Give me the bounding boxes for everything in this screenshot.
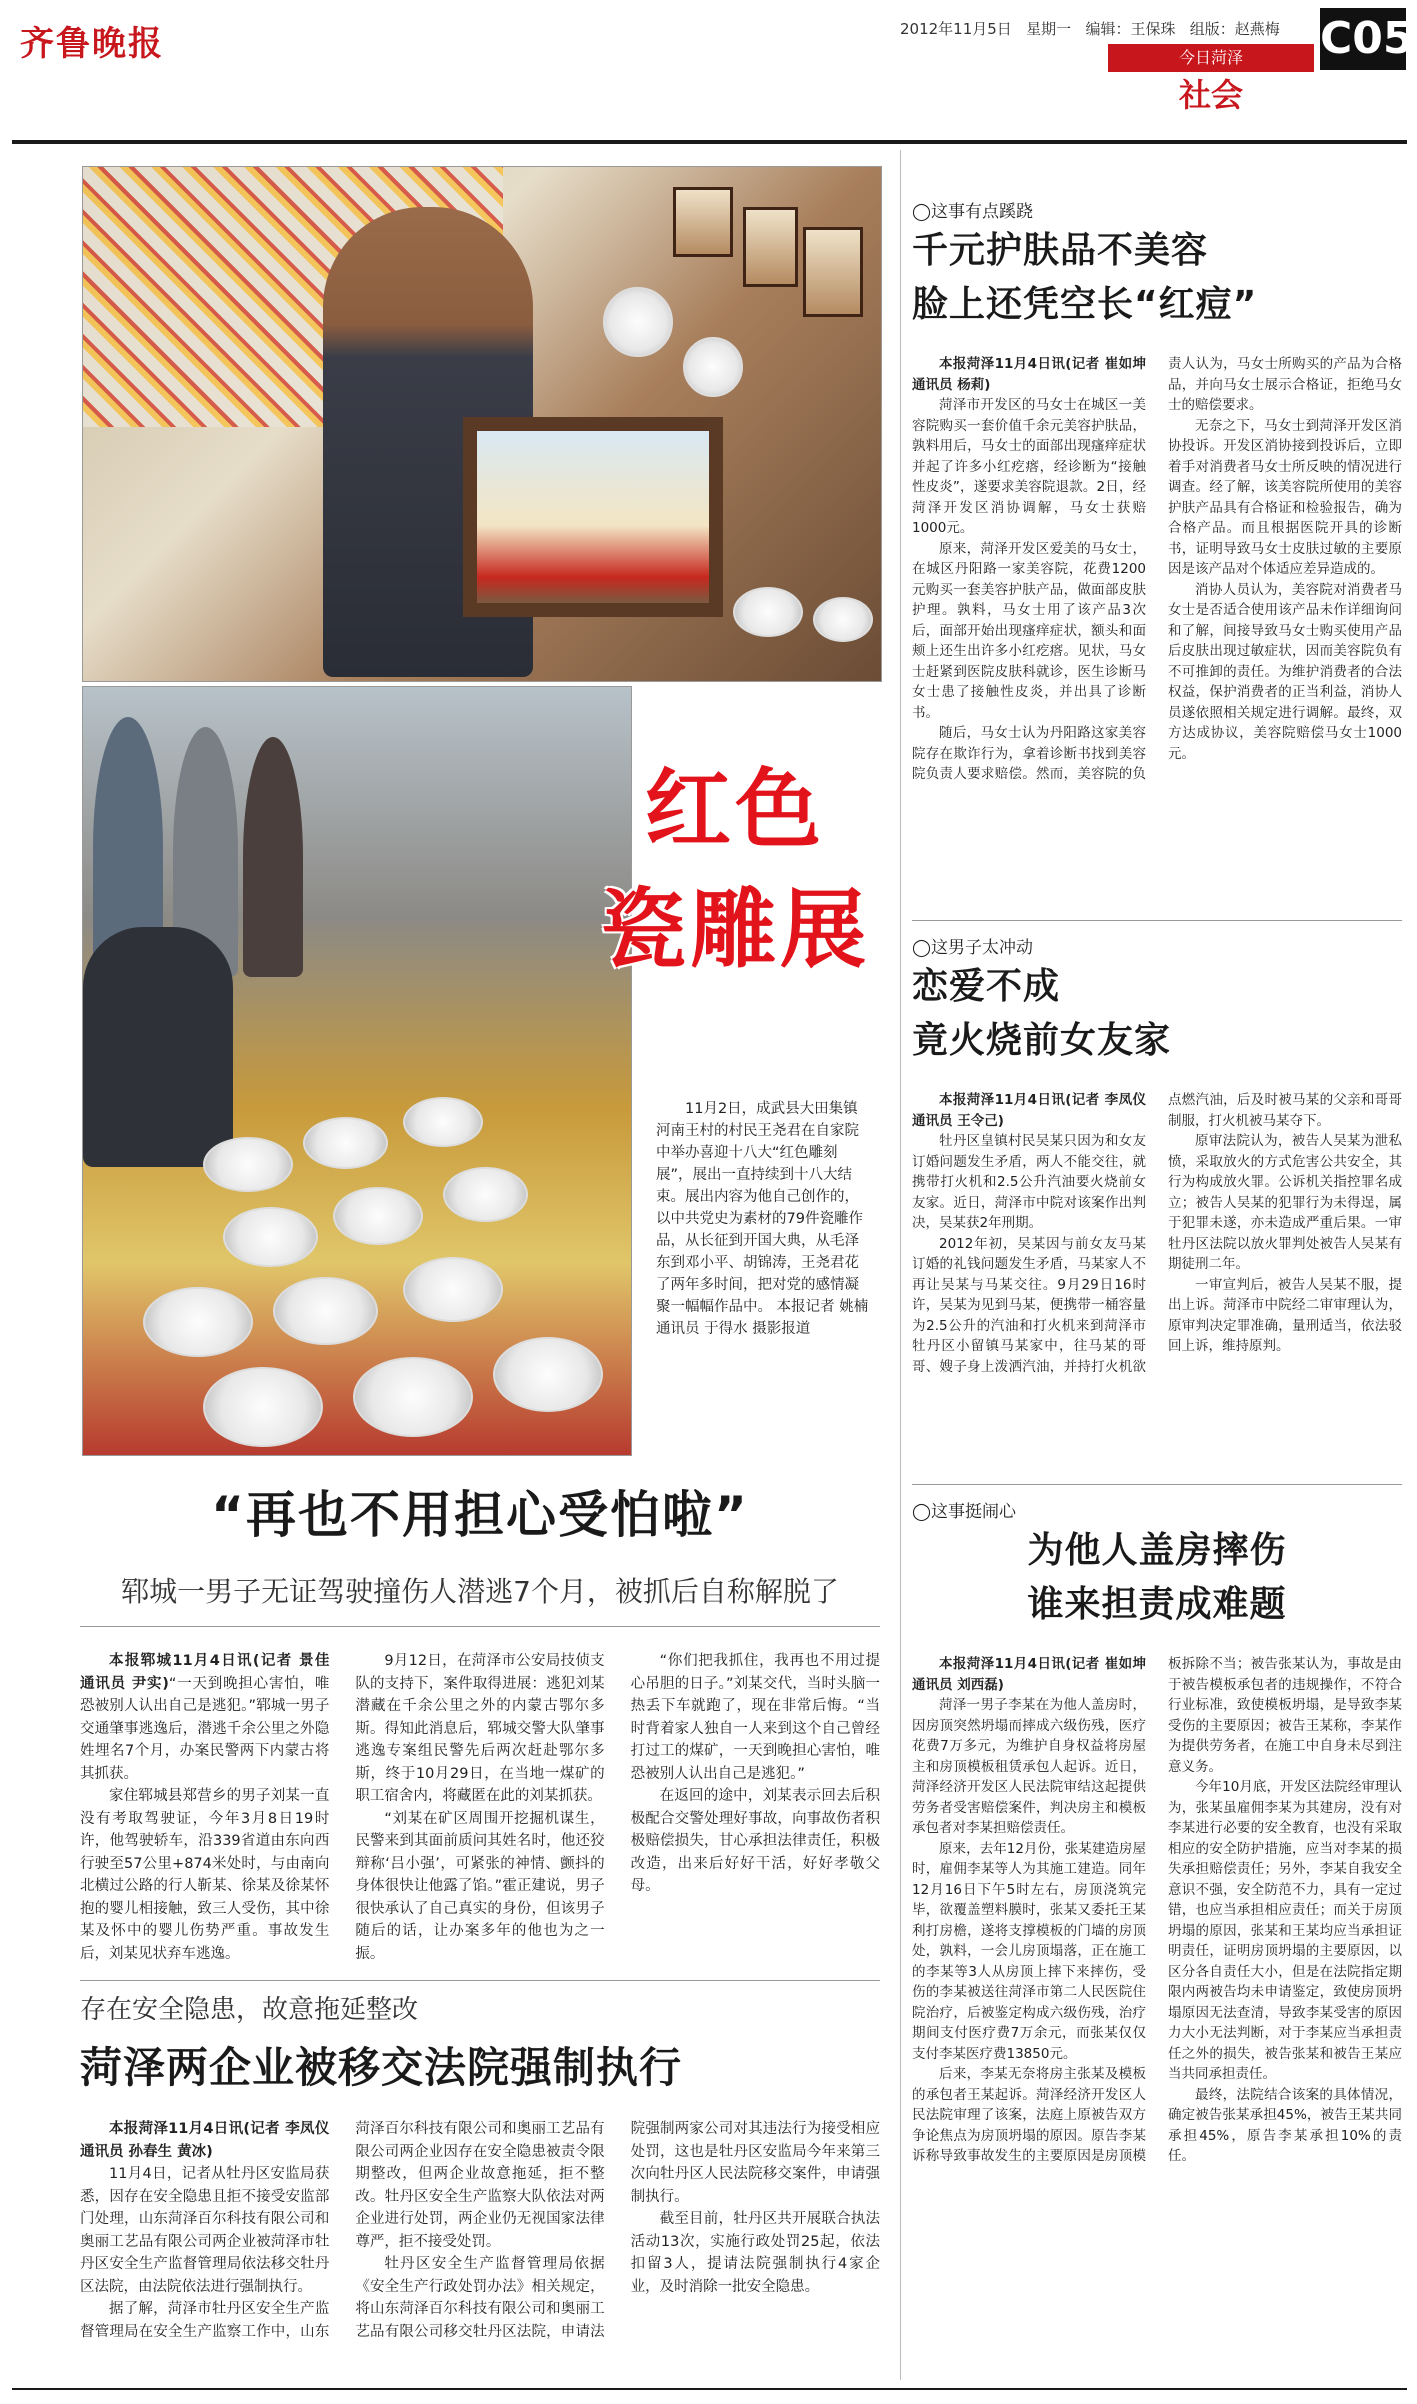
circle-bullet-icon: ◯ <box>912 938 932 958</box>
side-story-3 <box>912 1500 1402 2394</box>
section-tag-local: 今日菏泽 <box>1108 44 1314 72</box>
article2-body <box>80 2118 880 2380</box>
side2-dateline: 本报菏泽11月4日讯(记者 李凤仪 通讯员 王令己) <box>912 1092 1146 1129</box>
side-story-2 <box>912 936 1402 1470</box>
article1-dateline: 本报郓城11月4日讯(记者 景佳 通讯员 尹实) <box>80 1653 330 1692</box>
article1-paragraph: 在返回的途中，刘某表示回去后积极配合交警处理好事故，向事故伤者积极赔偿损失，甘心承担法律责任，积极改造，出来后好好干活，好好孝敬父母。 <box>630 1788 880 1894</box>
side1-paragraph: 菏泽市开发区的马女士在城区一美容院购买一套价值千余元美容护肤品，孰料用后，马女士的面部出现瘙痒症状并起了许多小红疙瘩，经诊断为“接触性皮炎”，遂要求美容院退款。2日，经菏泽开发区消协调解，马女士获赔1000元。 <box>912 397 1146 536</box>
photo-caption-text: 11月2日，成武县大田集镇河南王村的村民王尧君在自家院中举办喜迎十八大“红色雕刻展”，展出一直持续到十八大结束。展出内容为他自己创作的，以中共党史为素材的79件瓷雕作品，从长征到开国大典，从毛泽东到邓小平、胡锦涛，王尧君花了两年多时间，把对党的感情凝聚一幅幅作品中。 <box>656 1101 863 1315</box>
held-painting <box>463 417 723 617</box>
article1-paragraph: 9月12日，在菏泽市公安局技侦支队的支持下，案件取得进展：逃犯刘某潜藏在千余公里之外的内蒙古鄂尔多斯。得知此消息后，郓城交警大队肇事逃逸专案组民警先后两次赶赴鄂尔多斯，终于10月29日，在当地一煤矿的职工宿舍内，将藏匿在此的刘某抓获。 <box>355 1653 605 1804</box>
side3-body <box>912 1654 1402 2394</box>
photo-exhibition <box>82 686 632 1456</box>
photo-feature-title-line2: 瓷雕展 <box>600 879 870 980</box>
side2-paragraph: 原审法院认为，被告人吴某为泄私愤，采取放火的方式危害公共安全，其行为构成放火罪。公诉机关指控罪名成立；被告人吴某的犯罪行为未得逞，属于犯罪未遂，亦未造成严重后果。一审牡丹区法院以放火罪判处被告人吴某有期徒刑二年。 <box>1168 1133 1402 1272</box>
side2-headline-line1: 恋爱不成 <box>912 966 1061 1007</box>
framed-portrait <box>743 207 798 287</box>
porcelain-plate <box>443 1167 528 1222</box>
side1-paragraph: 无奈之下，马女士到菏泽开发区消协投诉。开发区消协接到投诉后，立即着手对消费者马女士所反映的情况进行调查。经了解，该美容院所使用的美容护肤产品具有合格证和检验报告，确为合格产品。而且根据医院开具的诊断书，证明导致马女士皮肤过敏的主要原因是该产品对个体适应差异造成的。 <box>1168 417 1402 577</box>
porcelain-plate <box>603 287 673 357</box>
framed-portrait <box>803 227 863 317</box>
divider <box>80 1626 880 1627</box>
issue-layout: 组版：赵燕梅 <box>1189 20 1280 38</box>
article2-kicker: 存在安全隐患，故意拖延整改 <box>80 1995 419 2025</box>
page-number: C05 <box>1320 8 1406 70</box>
article2-paragraph: 据了解，菏泽市牡丹区安全生产监督管理局在安全生产监察工作中，山东菏泽百尔科技有限公司和奥丽工艺品有限公司两企业因存在安全隐患被责令限期整改，但两企业故意拖延，拒不整改。牡丹区安全生产监察大队依法对两企业进行处罚，两企业仍无视国家法律尊严，拒不接受处罚。 <box>80 2121 605 2340</box>
article2-paragraph: 11月4日，记者从牡丹区安监局获悉，因存在安全隐患且拒不接受安监部门处理，山东菏泽百尔科技有限公司和奥丽工艺品有限公司两企业被菏泽市牡丹区安全生产监督管理局依法移交牡丹区法院，由法院依法进行强制执行。 <box>80 2166 330 2295</box>
side1-paragraph: 消协人员认为，美容院对消费者马女士是否适合使用该产品未作详细询问和了解，间接导致马女士购买使用产品后皮肤出现过敏症状，因而美容院负有不可推卸的责任。为维护消费者的合法权益，保护消费者的正当利益，消协人员遂依照相关规定进行调解。最终，双方达成协议，美容院赔偿马女士1000元。 <box>1168 581 1402 762</box>
column-separator <box>900 150 901 2380</box>
porcelain-plate <box>403 1097 483 1147</box>
framed-portrait <box>673 187 733 257</box>
side2-paragraph: 一审宣判后，被告人吴某不服，提出上诉。菏泽市中院经二审审理认为，原审判决定罪准确，量刑适当，依法驳回上诉，维持原判。 <box>1168 1276 1402 1354</box>
side1-body <box>912 354 1402 874</box>
article1-paragraph: “一天到晚担心害怕，唯恐被别人认出自己是逃犯。”郓城一男子交通肇事逃逸后，潜逃千余公里之外隐姓埋名7个月，办案民警两下内蒙古将其抓获。 <box>80 1675 330 1782</box>
side2-kicker: ◯这男子太冲动 <box>912 938 1034 958</box>
side3-paragraph: 最终，法院结合该案的具体情况，确定被告张某承担45%，被告王某共同承担45%，原告李某承担10%的责任。 <box>1168 2086 1402 2164</box>
porcelain-plate <box>683 337 743 397</box>
bottom-rule <box>12 2388 1407 2390</box>
porcelain-plate <box>203 1137 293 1192</box>
article1-paragraph: 家住郓城县郑营乡的男子刘某一直没有考取驾驶证，今年3月8日19时许，他驾驶轿车，沿339省道由东向西行驶至57公里+874米处时，与由南向北横过公路的行人靳某、徐某及徐某怀抱的婴儿相接触，致三人受伤，其中徐某及怀中的婴儿伤势严重。事故发生后，刘某见状弃车逃逸。 <box>80 1788 330 1962</box>
side3-paragraph: 今年10月底，开发区法院经审理认为，张某虽雇佣李某为其建房，没有对李某进行必要的安全教育，也没有采取相应的安全防护措施，应当对李某的损失承担赔偿责任；另外，李某自我安全意识不强，安全防范不力，具有一定过错，也应当承担相应责任；而关于房顶坍塌的原因，张某和王某均应当承担证明责任，证明房顶坍塌的主要原因，以区分各自责任大小，但是在法院指定期限内两被告均未申请鉴定，致使房顶坍塌原因无法查清，导致李某受害的原因力大小无法判断，对于李某应当承担责任之外的损失，被告张某和被告王某应当共同承担责任。 <box>1168 1779 1402 2082</box>
article2-headline: 菏泽两企业被移交法院强制执行 <box>80 2043 683 2092</box>
side2-paragraph: 牡丹区皇镇村民吴某只因为和女友订婚问题发生矛盾，两人不能交往，就携带打火机和2.5公升汽油要火烧前女友家。近日，菏泽市中院对该案作出判决，吴某获2年刑期。 <box>912 1133 1146 1231</box>
porcelain-plate <box>733 587 803 637</box>
newspaper-logo: 齐鲁晚报 <box>20 24 164 64</box>
side3-paragraph: 原来，去年12月份，张某建造房屋时，雇佣李某等人为其施工建造。同年12月16日下午5时左右，房顶浇筑完毕，欲覆盖塑料膜时，张某又委托王某利打房檐，遂将支撑模板的门墙的房顶处，孰料，一会儿房顶塌落，正在施工的李某等3人从房顶上摔下来摔伤，受伤的李某被送往菏泽市第二人民医院住院治疗，后被鉴定构成六级伤残，治疗期间支付医疗费7万余元，而张某仅仅支付李某医疗费13850元。 <box>912 1840 1146 2062</box>
porcelain-plate <box>203 1367 323 1447</box>
porcelain-plate <box>403 1257 503 1322</box>
porcelain-plate <box>333 1187 423 1245</box>
side3-kicker: ◯这事挺闹心 <box>912 1502 1017 1522</box>
porcelain-plate <box>493 1337 603 1412</box>
side1-dateline: 本报菏泽11月4日讯(记者 崔如坤 通讯员 杨莉) <box>912 356 1146 393</box>
side1-paragraph: 原来，菏泽开发区爱美的马女士，在城区丹阳路一家美容院，花费1200元购买一套美容护肤产品，做面部皮肤护理。孰料，马女士用了该产品3次后，面部开始出现瘙痒症状，额头和面颊上还生出许多小红疙瘩。见状，马女士赶紧到医院皮肤科就诊，医生诊断马女士患了接触性皮炎，并出具了诊断书。 <box>912 540 1146 721</box>
circle-bullet-icon: ◯ <box>912 1502 932 1522</box>
photo-credit-1: 本报记者 <box>776 1299 835 1315</box>
article1-body <box>80 1650 880 1970</box>
side3-headline-line2: 谁来担责成难题 <box>1027 1584 1287 1625</box>
issue-editor: 编辑：王保珠 <box>1085 20 1176 38</box>
top-rule <box>12 140 1407 144</box>
article2-paragraph: 截至目前，牡丹区共开展联合执法活动13次，实施行政处罚25起，依法扣留3人，提请法院强制执行4家企业，及时消除一批安全隐患。 <box>630 2211 880 2295</box>
side1-headline-line2: 脸上还凭空长“红痘” <box>912 284 1258 325</box>
photo-credit-2: 姚楠 通讯员 于得水 <box>656 1299 869 1337</box>
article1-paragraph: “刘某在矿区周围开挖掘机谋生，民警来到其面前质问其姓名时，他还狡辩称‘吕小强’，可紧张的神情、颤抖的身体很快让他露了馅。”霍正建说，男子很快承认了自己真实的身份，但该男子随后的话，让办案多年的他也为之一振。 <box>355 1810 605 1962</box>
circle-bullet-icon: ◯ <box>912 202 932 222</box>
article1-subhead: 郓城一男子无证驾驶撞伤人潜逃7个月，被抓后自称解脱了 <box>121 1575 839 1608</box>
side1-headline-line1: 千元护肤品不美容 <box>912 230 1209 271</box>
porcelain-plate <box>143 1287 253 1357</box>
section-tag-society: 社会 <box>1178 76 1243 114</box>
issue-date: 2012年11月5日 <box>900 20 1012 38</box>
article2-dateline: 本报菏泽11月4日讯(记者 李凤仪 通讯员 孙春生 黄冰) <box>80 2121 330 2160</box>
side3-dateline: 本报菏泽11月4日讯(记者 崔如坤 通讯员 刘西磊) <box>912 1656 1146 1693</box>
side3-paragraph: 菏泽一男子李某在为他人盖房时，因房顶突然坍塌而摔成六级伤残，医疗花费7万多元，为维护自身权益将房屋主和房顶模板租赁承包人起诉。近日，菏泽经济开发区人民法院审结这起提供劳务者受害赔偿案件，判决房主和模板承包者对李某担赔偿责任。 <box>912 1697 1146 1836</box>
divider <box>80 1980 880 1981</box>
photo-caption <box>656 1098 870 1340</box>
porcelain-plate <box>353 1357 473 1437</box>
visitor-figure <box>243 737 303 977</box>
side3-headline-line1: 为他人盖房摔伤 <box>1027 1530 1287 1571</box>
side1-kicker: ◯这事有点蹊跷 <box>912 202 1034 222</box>
porcelain-plate <box>813 597 873 642</box>
article1-headline: “再也不用担心受怕啦” <box>211 1486 749 1544</box>
side2-headline-line2: 竟火烧前女友家 <box>912 1020 1172 1061</box>
side2-body <box>912 1090 1402 1470</box>
issue-weekday: 星期一 <box>1026 20 1072 38</box>
side2-paragraph: 2012年初，吴某因与前女友马某订婚的礼钱问题发生矛盾，马某家人不再让吴某与马某交往。9月29日16时许，吴某为见到马某，便携带一桶容量为2.5公升的汽油和打火机来到菏泽市牡丹区小留镇马某家中，往马某的哥哥、嫂子身上泼洒汽油，并持打火机欲点燃汽油，后及时被马某的父亲和哥哥制服，打火机被马某夺下。 <box>912 1092 1402 1375</box>
article1-paragraph: “你们把我抓住，我再也不用过提心吊胆的日子。”刘某交代，当时头脑一热丢下车就跑了，现在非常后悔。“当时背着家人独自一人来到这个自己曾经打过工的煤矿，一天到晚担心害怕，唯恐被别人认出自己是逃犯。” <box>630 1653 880 1782</box>
photo-feature-title-line1: 红色 <box>645 759 825 860</box>
side3-paragraph: 后来，李某无奈将房主张某及模板的承包者王某起诉。菏泽经济开发区人民法院审理了该案，法庭上原被告双方争论焦点为房顶坍塌的原因。原告李某诉称导致事故发生的主要原因是房顶模板拆除不当；被告张某认为，事故是由于被告模板承包者的违规操作，不符合行业标准，致使模板坍塌，是导致李某受伤的主要原因；被告王某称，李某作为提供劳务者，在施工中自身未尽到注意义务。 <box>912 1656 1402 2164</box>
divider <box>912 1484 1402 1485</box>
divider <box>912 920 1402 921</box>
side1-paragraph: 随后，马女士认为丹阳路这家美容院存在欺诈行为，拿着诊断书找到美容院负责人要求赔偿。然而，美容院的负责人认为，马女士所购买的产品为合格品，并向马女士展示合格证，拒绝马女士的赔偿要求。 <box>912 356 1402 782</box>
porcelain-plate <box>223 1207 318 1267</box>
photo-artist-with-painting <box>82 166 882 682</box>
article2-paragraph: 牡丹区安全生产监督管理局依据《安全生产行政处罚办法》相关规定，将山东菏泽百尔科技有限公司和奥丽工艺品有限公司移交牡丹区法院，申请法院强制两家公司对其违法行为接受相应处罚，这也是牡丹区安监局今年来第三次向牡丹区人民法院移交案件，申请强制执行。 <box>355 2121 880 2340</box>
photo-feature-title <box>565 750 905 990</box>
artist-figure <box>83 927 233 1167</box>
photo-credit-3: 摄影报道 <box>752 1321 811 1337</box>
porcelain-plate <box>273 1277 378 1345</box>
porcelain-plate <box>303 1117 388 1169</box>
side-story-1 <box>912 200 1402 874</box>
issue-meta <box>900 18 1280 39</box>
